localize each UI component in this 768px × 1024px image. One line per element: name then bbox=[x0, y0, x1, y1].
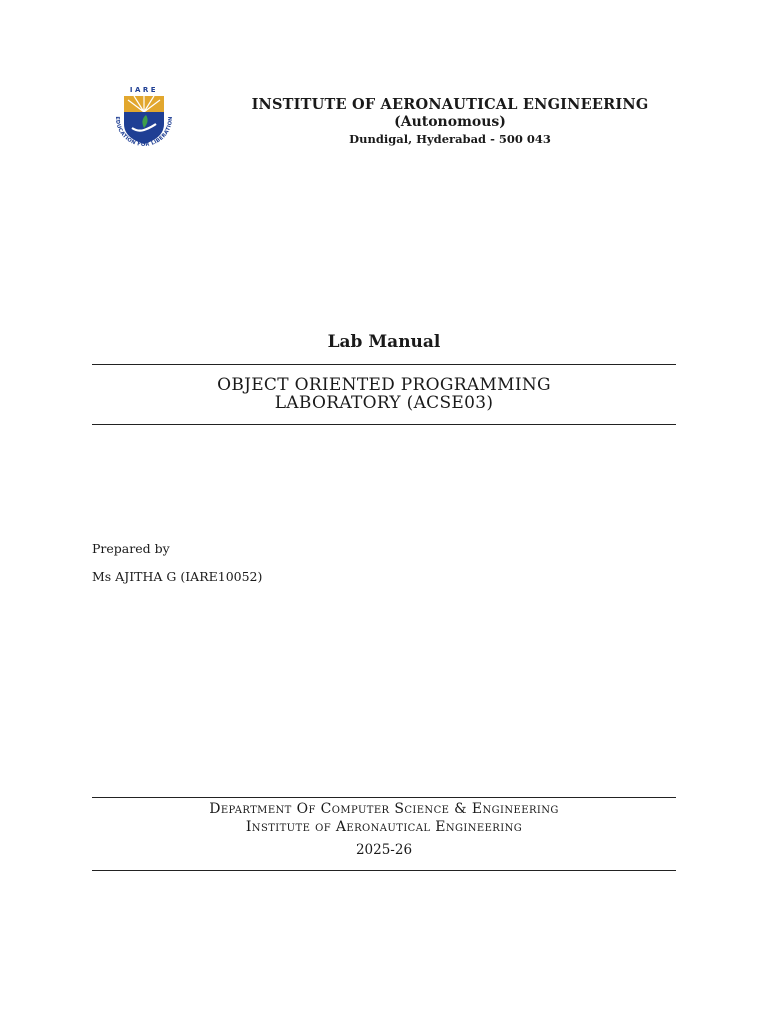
institute-status: (Autonomous) bbox=[394, 114, 506, 130]
prepared-by-label: Prepared by bbox=[92, 541, 170, 556]
title-rule-bottom bbox=[92, 424, 676, 425]
logo-motto: EDUCATION FOR LIBERATION bbox=[113, 116, 175, 149]
footer-rule-top bbox=[92, 797, 676, 798]
footer-block bbox=[92, 800, 676, 858]
course-title-line1: OBJECT ORIENTED PROGRAMMING bbox=[217, 375, 551, 395]
institute-name: INSTITUTE OF AERONAUTICAL ENGINEERING bbox=[251, 96, 649, 113]
iare-logo-icon bbox=[110, 84, 178, 156]
footer-rule-bottom bbox=[92, 870, 676, 871]
title-rule-top bbox=[92, 364, 676, 365]
prepared-by-name: Ms AJITHA G (IARE10052) bbox=[92, 569, 263, 584]
footer-department: Department Of Computer Science & Engineering bbox=[209, 801, 559, 817]
footer-year: 2025-26 bbox=[355, 842, 413, 858]
logo-acronym: IARE bbox=[129, 86, 159, 94]
course-title bbox=[92, 376, 676, 412]
institute-address: Dundigal, Hyderabad - 500 043 bbox=[349, 132, 551, 146]
document-type: Lab Manual bbox=[327, 332, 441, 352]
course-title-line2: LABORATORY (ACSE03) bbox=[274, 393, 494, 413]
institute-header bbox=[230, 96, 670, 146]
footer-institute: Institute of Aeronautical Engineering bbox=[245, 819, 523, 835]
